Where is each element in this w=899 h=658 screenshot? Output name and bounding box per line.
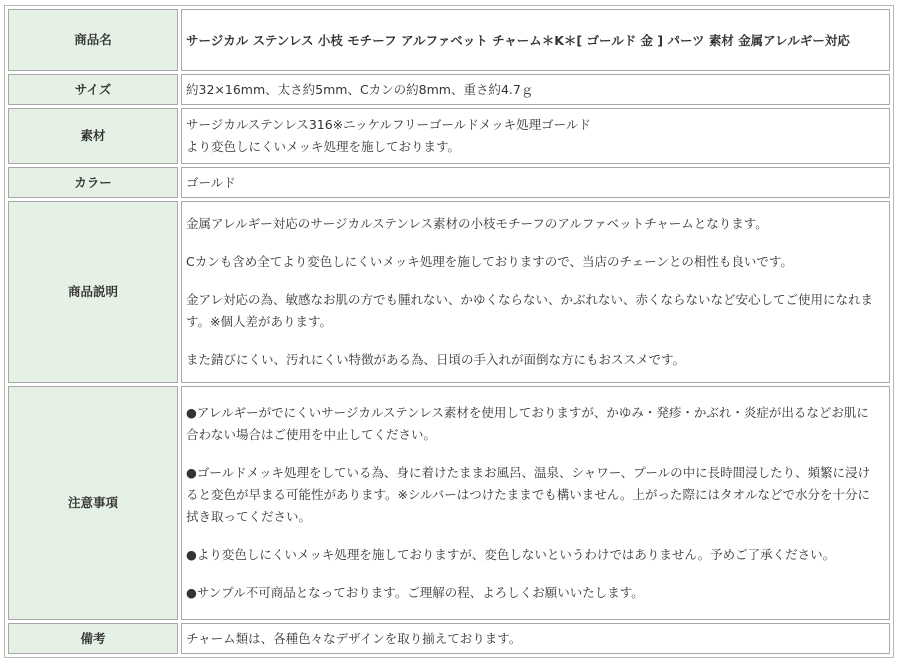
row-material <box>8 108 890 164</box>
row-size <box>8 74 890 105</box>
description-paragraph: 金属アレルギー対応のサージカルステンレス素材の小枝モチーフのアルファベットチャームとなります。 <box>186 216 768 231</box>
value-description <box>181 201 890 383</box>
row-notes <box>8 386 890 620</box>
row-color <box>8 167 890 198</box>
description-paragraph: 金アレ対応の為、敏感なお肌の方でも腫れない、かゆくならない、かぶれない、赤くならないなど安心してご使用になれます。※個人差があります。 <box>186 292 874 329</box>
label-product-name: 商品名 <box>8 9 178 71</box>
value-remarks: チャーム類は、各種色々なデザインを取り揃えております。 <box>181 623 890 654</box>
row-description <box>8 201 890 383</box>
value-product-name: サージカル ステンレス 小枝 モチーフ アルファベット チャーム＊K＊[ ゴールド 金 ] パーツ 素材 金属アレルギー対応 <box>181 9 890 71</box>
label-remarks: 備考 <box>8 623 178 654</box>
label-size: サイズ <box>8 74 178 105</box>
material-line: サージカルステンレス316※ニッケルフリーゴールドメッキ処理ゴールド <box>186 117 591 132</box>
description-paragraph: Cカンも含め全てより変色しにくいメッキ処理を施しておりますので、当店のチェーンとの相性も良いです。 <box>186 254 793 269</box>
material-line: より変色しにくいメッキ処理を施しております。 <box>186 139 461 154</box>
label-notes: 注意事項 <box>8 386 178 620</box>
value-size: 約32×16mm、太さ約5mm、Cカンの約8mm、重さ約4.7ｇ <box>181 74 890 105</box>
label-color: カラー <box>8 167 178 198</box>
notes-paragraph: ●ゴールドメッキ処理をしている為、身に着けたままお風呂、温泉、シャワー、プールの中に長時間浸したり、頻繁に浸けると変色が早まる可能性があります。※シルバーはつけたままでも構いません。上がった際にはタオルなどで水分を十分に拭き取ってください。 <box>186 465 871 524</box>
label-material: 素材 <box>8 108 178 164</box>
value-notes <box>181 386 890 620</box>
label-description: 商品説明 <box>8 201 178 383</box>
notes-paragraph: ●アレルギーがでにくいサージカルステンレス素材を使用しておりますが、かゆみ・発疹・かぶれ・炎症が出るなどお肌に合わない場合はご使用を中止してください。 <box>186 405 869 442</box>
row-remarks <box>8 623 890 654</box>
description-paragraph: また錆びにくい、汚れにくい特徴がある為、日頃の手入れが面倒な方にもおススメです。 <box>186 352 686 367</box>
value-color: ゴールド <box>181 167 890 198</box>
value-material <box>181 108 890 164</box>
product-spec-table <box>4 5 894 658</box>
notes-paragraph: ●より変色しにくいメッキ処理を施しておりますが、変色しないというわけではありません。予めご了承ください。 <box>186 547 836 562</box>
row-product-name <box>8 9 890 71</box>
notes-paragraph: ●サンプル不可商品となっております。ご理解の程、よろしくお願いいたします。 <box>186 585 644 600</box>
